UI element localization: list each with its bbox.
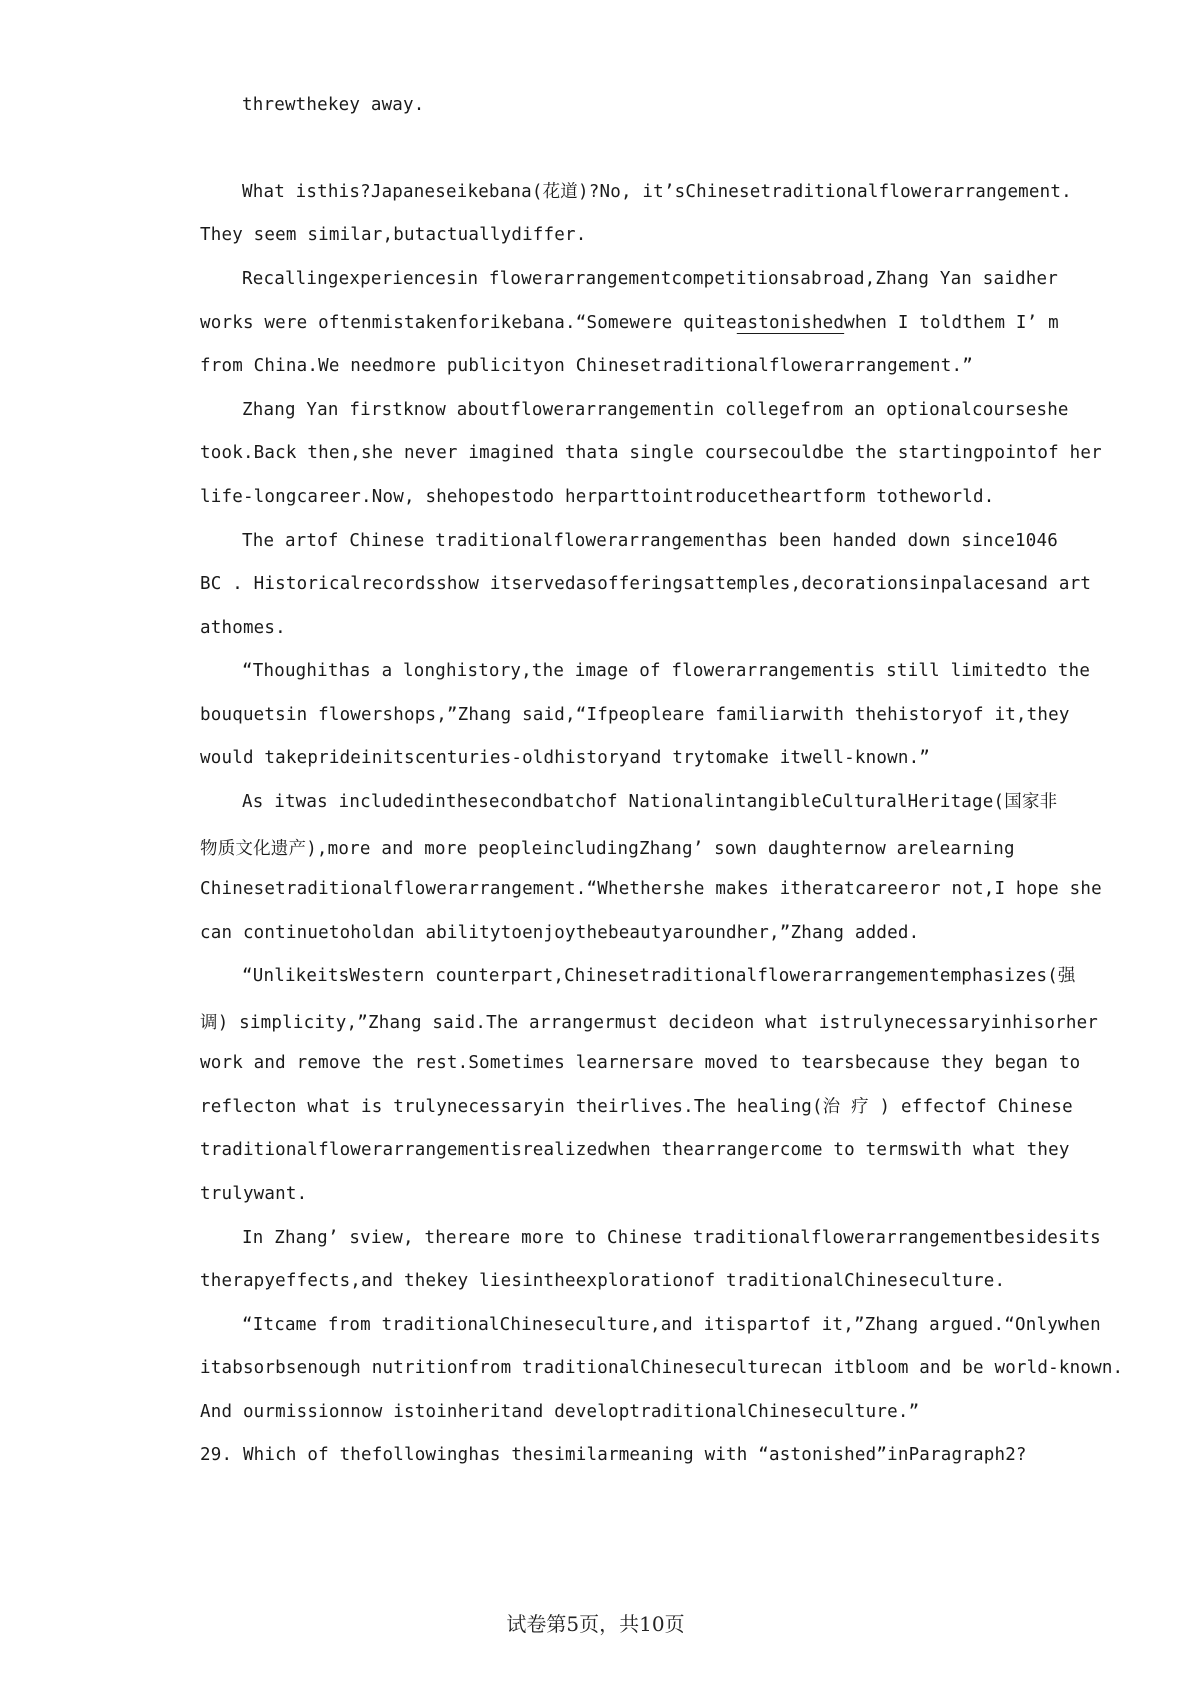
paragraph-line: would takeprideinitscenturies-oldhistoryand trytomake itwell-known.” [200,748,931,768]
paragraph-line: They seem similar,butactuallydiffer. [200,225,587,245]
paragraph-line: reflecton what is trulynecessaryin theirlives.The healing(治 疗 ) effectof Chinese [200,1097,1073,1117]
text-segment: when I toldthem I’ m [844,313,1059,333]
paragraph-line: bouquetsin flowershops,”Zhang said,“Ifpeopleare familiarwith thehistoryof it,they [200,705,1070,725]
paragraph-line: The artof Chinese traditionalflowerarrangementhas been handed down since1046 [242,531,1058,551]
paragraph-line: BC . Historicalrecordsshow itservedasofferingsattemples,decorationsinpalacesand art [200,574,1092,594]
paragraph-line: Chinesetraditionalflowerarrangement.“Whethershe makes itheratcareeror not,I hope she [200,879,1102,899]
paragraph-line: therapyeffects,and thekey liesintheexplorationof traditionalChineseculture. [200,1271,1006,1291]
paragraph-line: itabsorbsenough nutritionfrom traditionalChineseculturecan itbloom and be world-known. [200,1358,1124,1378]
paragraph-line: 物质文化遗产),more and more peopleincludingZhang’ sown daughternow arelearning [200,839,1015,859]
paragraph-line: from China.We needmore publicityon Chinesetraditionalflowerarrangement.” [200,356,973,376]
paragraph-line: can continuetoholdan abilitytoenjoythebeautyaroundher,”Zhang added. [200,923,920,943]
paragraph-line: “Itcame from traditionalChineseculture,and itispartof it,”Zhang argued.“Onlywhen [242,1315,1101,1335]
paragraph-line: “UnlikeitsWestern counterpart,Chinesetraditionalflowerarrangementemphasizes(强 [242,966,1076,986]
paragraph-line: Recallingexperiencesin flowerarrangementcompetitionsabroad,Zhang Yan saidher [242,269,1058,289]
paragraph-line: “Thoughithas a longhistory,the image of flowerarrangementis still limitedto the [242,661,1091,681]
question-29: 29. Which of thefollowinghas thesimilarmeaning with “astonished”inParagraph2? [200,1445,1027,1465]
paragraph-line: 调) simplicity,”Zhang said.The arrangermust decideon what istrulynecessaryinhisorher [200,1013,1099,1033]
paragraph-line: traditionalflowerarrangementisrealizedwhen thearrangercome to termswith what they [200,1140,1070,1160]
paragraph-line: work and remove the rest.Sometimes learnersare moved to tearsbecause they began to [200,1053,1081,1073]
paragraph-line: athomes. [200,618,286,638]
paragraph-line: As itwas includedinthesecondbatchof NationalintangibleCulturalHeritage(国家非 [242,792,1058,812]
paragraph-line: took.Back then,she never imagined thata single coursecouldbe the startingpointof her [200,443,1102,463]
paragraph-line [200,312,1059,334]
paragraph-line: In Zhang’ sview, thereare more to Chinese traditionalflowerarrangementbesidesits [242,1228,1101,1248]
text-segment: works were oftenmistakenforikebana.“Somewere quite [200,313,737,333]
paragraph-line: trulywant. [200,1184,308,1204]
paragraph-line: threwthekey away. [242,95,425,115]
paragraph-line: And ourmissionnow istoinheritand developtraditionalChineseculture.” [200,1402,920,1422]
paragraph-line: Zhang Yan firstknow aboutflowerarrangementin collegefrom an optionalcourseshe [242,400,1069,420]
page-footer: 试卷第5页，共10页 [506,1612,685,1636]
paragraph-line: life-longcareer.Now, shehopestodo herparttointroducetheartform totheworld. [200,487,995,507]
paragraph-line: What isthis?Japaneseikebana(花道)?No, it’sChinesetraditionalflowerarrangement. [242,182,1072,202]
underlined-word: astonished [736,313,845,333]
